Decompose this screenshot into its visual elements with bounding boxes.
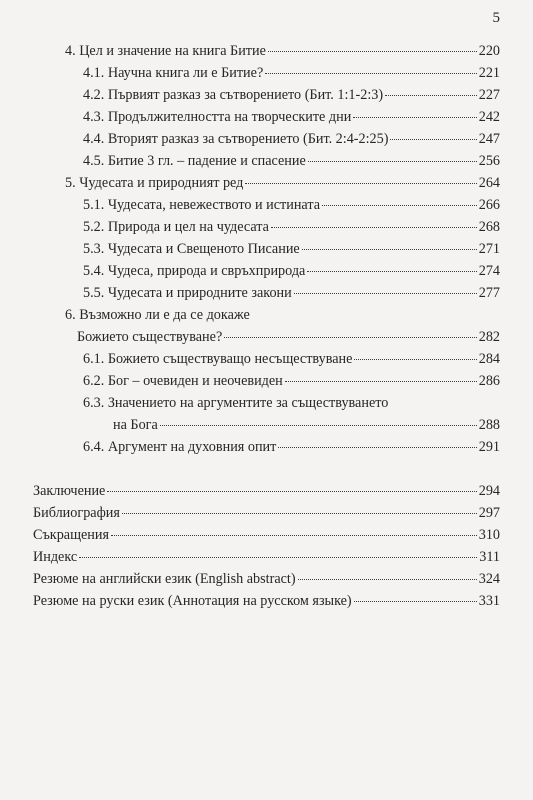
- toc-entry-5[interactable]: [65, 173, 500, 194]
- toc-entry-page: 282: [478, 329, 500, 345]
- toc-entry-page: 324: [478, 571, 500, 587]
- toc-entry-page: 271: [478, 241, 500, 257]
- toc-entry-label: 6.2. Бог – очевиден и неочевиден: [83, 373, 283, 389]
- dot-leader: [353, 117, 476, 118]
- toc-entry-page: 221: [478, 65, 500, 81]
- toc-entry-label: Божието съществуване?: [77, 329, 223, 345]
- dot-leader: [308, 161, 477, 162]
- toc-entry-page: 310: [478, 527, 500, 543]
- toc-entry-page: 220: [478, 43, 500, 59]
- dot-leader: [307, 271, 476, 272]
- toc-entry-label: 5. Чудесата и природният ред: [65, 175, 244, 191]
- dot-leader: [322, 205, 477, 206]
- toc-entry-5-1[interactable]: [83, 195, 500, 216]
- toc-entry-6-4[interactable]: [83, 437, 500, 458]
- toc-entry-label: 6.1. Божието съществуващо несъществуване: [83, 351, 353, 367]
- toc-entry-5-4[interactable]: [83, 261, 500, 282]
- toc-entry-page: 277: [478, 285, 500, 301]
- dot-leader: [294, 293, 477, 294]
- toc-entry-page: 247: [478, 131, 500, 147]
- dot-leader: [354, 601, 477, 602]
- dot-leader: [302, 249, 477, 250]
- toc-entry-page: 291: [478, 439, 500, 455]
- dot-leader: [160, 425, 477, 426]
- toc-entry-6-3-line1[interactable]: [83, 393, 388, 414]
- toc-entry-label: 6.3. Значението на аргументите за съществуването: [83, 395, 389, 411]
- toc-entry-5-2[interactable]: [83, 217, 500, 238]
- toc-entry-page: 297: [478, 505, 500, 521]
- toc-entry-label: Библиография: [33, 505, 120, 521]
- toc-entry-conclusion[interactable]: [33, 481, 500, 502]
- toc-entry-label: 4.5. Битие 3 гл. – падение и спасение: [83, 153, 306, 169]
- toc-entry-6-2[interactable]: [83, 371, 500, 392]
- toc-entry-bibliography[interactable]: [33, 503, 500, 524]
- toc-entry-page: 311: [479, 549, 500, 565]
- dot-leader: [354, 359, 476, 360]
- toc-entry-4-2[interactable]: [83, 85, 500, 106]
- toc-entry-english-abstract[interactable]: [33, 569, 500, 590]
- toc-entry-page: 286: [478, 373, 500, 389]
- toc-entry-label: 4.4. Вторият разказ за сътворението (Бит. 2:4-2:25): [83, 131, 389, 147]
- toc-entry-label: Заключение: [33, 483, 106, 499]
- toc-entry-label: Съкращения: [33, 527, 110, 543]
- toc-entry-page: 268: [478, 219, 500, 235]
- toc-entry-4-5[interactable]: [83, 151, 500, 172]
- toc-entry-label: 5.3. Чудесата и Свещеното Писание: [83, 241, 300, 257]
- toc-entry-index[interactable]: [33, 547, 500, 568]
- toc-entry-label: на Бога: [113, 417, 158, 433]
- toc-entry-6-line1[interactable]: [65, 305, 250, 326]
- toc-entry-label: 5.2. Природа и цел на чудесата: [83, 219, 269, 235]
- toc-entry-page: 264: [478, 175, 500, 191]
- toc-entry-label: 4.1. Научна книга ли е Битие?: [83, 65, 264, 81]
- toc-entry-6-3[interactable]: [113, 415, 500, 436]
- toc-entry-5-5[interactable]: [83, 283, 500, 304]
- toc-entry-label: 5.1. Чудесата, невежеството и истината: [83, 197, 321, 213]
- toc-entry-label: 6.4. Аргумент на духовния опит: [83, 439, 277, 455]
- toc-entry-label: 5.4. Чудеса, природа и свръхприрода: [83, 263, 306, 279]
- toc-entry-4[interactable]: [65, 41, 500, 62]
- page-number: 5: [492, 10, 500, 26]
- toc-entry-page: 288: [478, 417, 500, 433]
- toc-entry-page: 266: [478, 197, 500, 213]
- toc-entry-page: 227: [478, 87, 500, 103]
- dot-leader: [107, 491, 476, 492]
- toc-entry-5-3[interactable]: [83, 239, 500, 260]
- dot-leader: [245, 183, 476, 184]
- toc-entry-label: 4.3. Продължителността на творческите дни: [83, 109, 352, 125]
- toc-entry-6-1[interactable]: [83, 349, 500, 370]
- toc-entry-label: Резюме на английски език (English abstract): [33, 571, 296, 587]
- dot-leader: [390, 139, 476, 140]
- toc-entry-page: 256: [478, 153, 500, 169]
- dot-leader: [268, 51, 477, 52]
- dot-leader: [385, 95, 477, 96]
- dot-leader: [122, 513, 477, 514]
- toc-entry-page: 242: [478, 109, 500, 125]
- toc-entry-page: 274: [478, 263, 500, 279]
- toc-entry-4-4[interactable]: [83, 129, 500, 150]
- toc-entry-label: Резюме на руски език (Аннотация на русском языке): [33, 593, 352, 609]
- dot-leader: [79, 557, 477, 558]
- dot-leader: [224, 337, 476, 338]
- toc-entry-4-3[interactable]: [83, 107, 500, 128]
- toc-entry-page: 331: [478, 593, 500, 609]
- toc-entry-label: 5.5. Чудесата и природните закони: [83, 285, 292, 301]
- dot-leader: [265, 73, 476, 74]
- dot-leader: [298, 579, 477, 580]
- dot-leader: [285, 381, 477, 382]
- toc-entry-russian-abstract[interactable]: [33, 591, 500, 612]
- toc-entry-abbreviations[interactable]: [33, 525, 500, 546]
- toc-entry-label: 4. Цел и значение на книга Битие: [65, 43, 266, 59]
- dot-leader: [271, 227, 477, 228]
- toc-entry-label: Индекс: [33, 549, 78, 565]
- toc-entry-4-1[interactable]: [83, 63, 500, 84]
- toc-entry-6[interactable]: [77, 327, 500, 348]
- dot-leader: [111, 535, 477, 536]
- toc-entry-page: 294: [478, 483, 500, 499]
- dot-leader: [278, 447, 476, 448]
- toc-entry-label: 6. Възможно ли е да се докаже: [65, 307, 250, 323]
- toc-entry-label: 4.2. Първият разказ за сътворението (Бит. 1:1-2:3): [83, 87, 384, 103]
- toc-entry-page: 284: [478, 351, 500, 367]
